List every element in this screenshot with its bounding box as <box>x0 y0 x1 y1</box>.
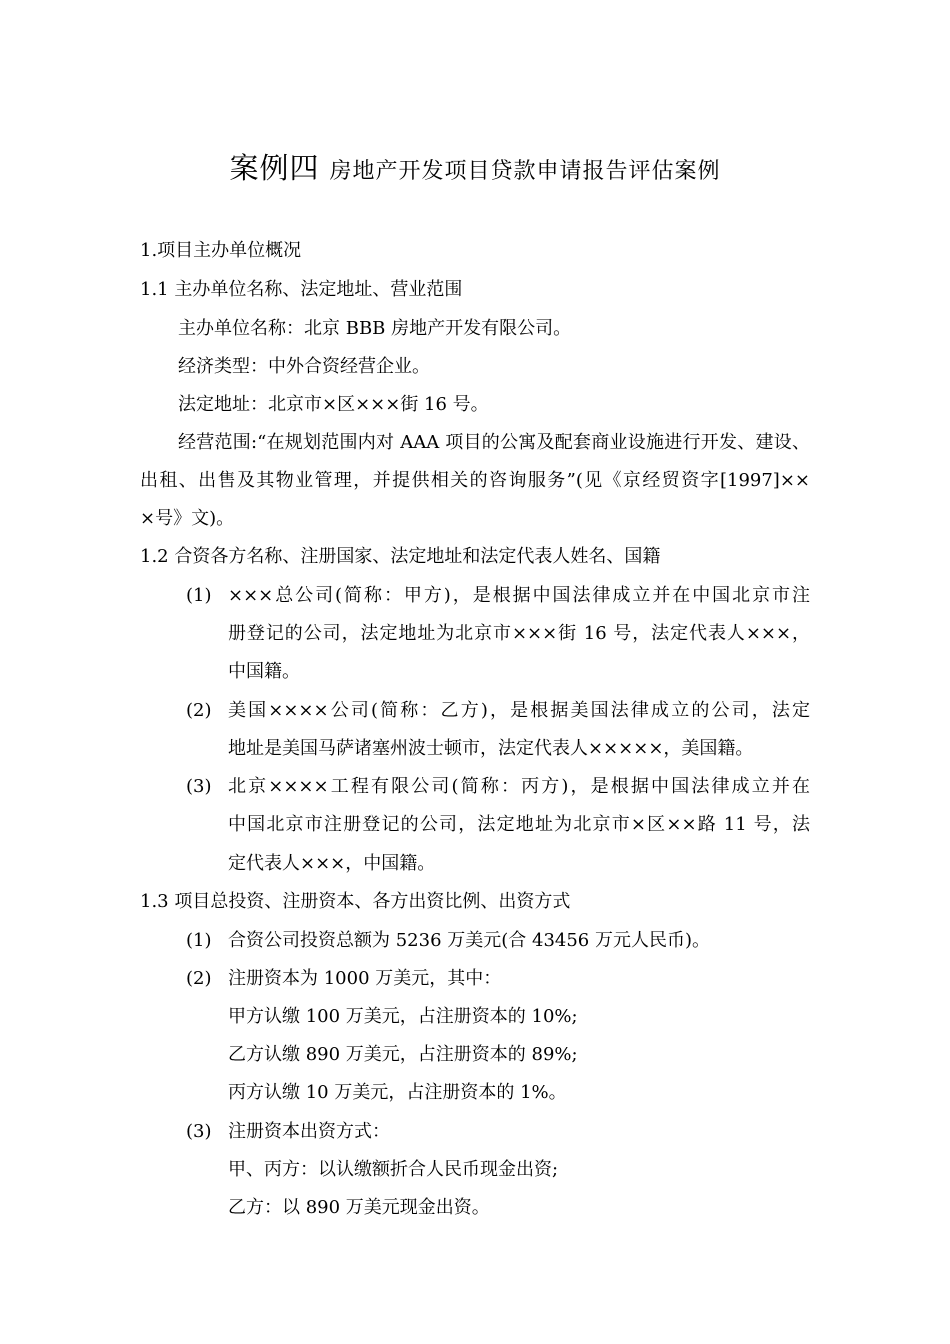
partner-2-line-1: 美国××××公司(简称：乙方)，是根据美国法律成立的公司，法定 <box>228 700 810 721</box>
capital-party-a: 甲方认缴 100 万美元，占注册资本的 10%; <box>228 1006 578 1027</box>
contribution-party-b: 乙方：以 890 万美元现金出资。 <box>228 1197 490 1218</box>
partner-3-line-1: 北京××××工程有限公司(简称：丙方)，是根据中国法律成立并在 <box>228 776 810 797</box>
partner-1-line-3: 中国籍。 <box>228 661 300 682</box>
economic-type: 经济类型：中外合资经营企业。 <box>178 356 430 377</box>
partner-3-line-2: 中国北京市注册登记的公司，法定地址为北京市×区××路 11 号，法 <box>228 814 810 835</box>
investment-item-1-number: (1) <box>186 930 212 951</box>
sponsor-name: 主办单位名称：北京 BBB 房地产开发有限公司。 <box>178 318 572 339</box>
legal-address: 法定地址：北京市×区×××街 16 号。 <box>178 394 489 415</box>
capital-contribution-method: 注册资本出资方式： <box>228 1121 390 1142</box>
business-scope-line-3: ×号》文)。 <box>140 508 235 529</box>
total-investment: 合资公司投资总额为 5236 万美元(合 43456 万元人民币)。 <box>228 930 710 951</box>
title-subtitle: 房地产开发项目贷款申请报告评估案例 <box>329 159 721 184</box>
partner-2-number: (2) <box>186 700 212 721</box>
partner-2-line-2: 地址是美国马萨诸塞州波士顿市，法定代表人×××××，美国籍。 <box>228 738 754 759</box>
contribution-party-a-c: 甲、丙方：以认缴额折合人民币现金出资; <box>228 1159 559 1180</box>
capital-party-b: 乙方认缴 890 万美元，占注册资本的 89%; <box>228 1044 578 1065</box>
partner-3-number: (3) <box>186 776 212 797</box>
section-1-2-heading: 1.2 合资各方名称、注册国家、法定地址和法定代表人姓名、国籍 <box>140 546 661 567</box>
registered-capital: 注册资本为 1000 万美元，其中： <box>228 968 502 989</box>
section-1-3-heading: 1.3 项目总投资、注册资本、各方出资比例、出资方式 <box>140 891 571 912</box>
investment-item-2-number: (2) <box>186 968 212 989</box>
section-1-1-heading: 1.1 主办单位名称、法定地址、营业范围 <box>140 279 463 300</box>
section-1-heading: 1.项目主办单位概况 <box>140 240 302 261</box>
document-title <box>0 146 950 187</box>
partner-1-number: (1) <box>186 585 212 606</box>
business-scope-line-2: 出租、出售及其物业管理，并提供相关的咨询服务”(见《京经贸资字[1997]×× <box>140 470 810 491</box>
capital-party-c: 丙方认缴 10 万美元，占注册资本的 1%。 <box>228 1082 567 1103</box>
investment-item-3-number: (3) <box>186 1121 212 1142</box>
partner-1-line-2: 册登记的公司，法定地址为北京市×××街 16 号，法定代表人×××， <box>228 623 810 644</box>
business-scope-line-1: 经营范围:“在规划范围内对 AAA 项目的公寓及配套商业设施进行开发、建设、 <box>178 432 810 453</box>
partner-1-line-1: ×××总公司(简称：甲方)，是根据中国法律成立并在中国北京市注 <box>228 585 810 606</box>
partner-3-line-3: 定代表人×××，中国籍。 <box>228 853 436 874</box>
title-main: 案例四 <box>229 151 320 185</box>
